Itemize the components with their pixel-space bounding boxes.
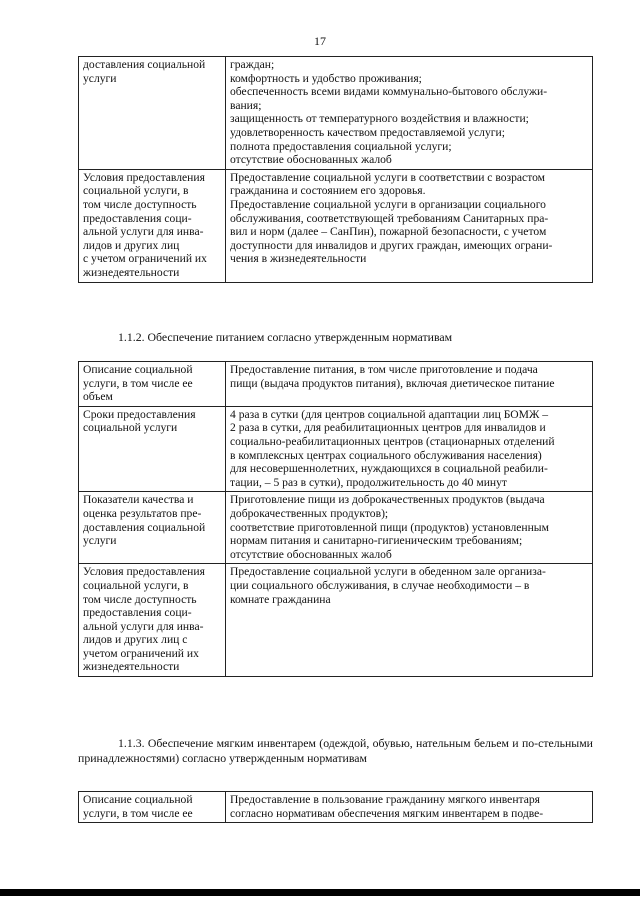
cell-line: социальной услуги, в: [83, 184, 189, 198]
table-2: [78, 361, 593, 677]
row-content-cell: [226, 406, 593, 492]
cell-line: объем: [83, 390, 113, 404]
cell-line: доставления социальной: [83, 520, 206, 534]
cell-line: предоставления соци-: [83, 606, 192, 620]
table-row: [79, 169, 593, 282]
section-heading-1-1-2: 1.1.2. Обеспечение питанием согласно утвержденным нормативам: [118, 330, 453, 344]
cell-line: оценка результатов пре-: [83, 506, 202, 520]
cell-line: Сроки предоставления: [83, 407, 196, 421]
row-label-cell: [79, 492, 226, 564]
cell-line: Предоставление питания, в том числе приготовление и подача: [230, 363, 538, 376]
cell-line: комфортность и удобство проживания;: [230, 71, 422, 85]
cell-line: услуги, в том числе ее: [83, 376, 193, 390]
table-1: [78, 56, 593, 283]
row-label-cell: [79, 169, 226, 282]
cell-line: Показатели качества и: [83, 493, 194, 507]
cell-line: лидов и других лиц с: [83, 633, 188, 647]
cell-line: Описание социальной: [83, 363, 193, 376]
row-content-cell: [226, 362, 593, 407]
row-content-cell: [226, 169, 593, 282]
table-row: [79, 362, 593, 407]
section-heading-1-1-3: 1.1.3. Обеспечение мягким инвентарем (одеждой, обувью, нательным бельем и по-стельными принадлежностями) согласно утвержденным нормативам: [78, 736, 593, 765]
cell-line: жизнедеятельности: [83, 660, 180, 674]
cell-line: предоставления соци-: [83, 211, 192, 225]
cell-line: пищи (выдача продуктов питания), включая диетическое питание: [230, 376, 555, 390]
cell-line: услуги, в том числе ее: [83, 806, 193, 820]
table-row: [79, 492, 593, 564]
cell-line: удовлетворенность качеством предоставляемой услуги;: [230, 125, 505, 139]
row-label-cell: [79, 792, 226, 823]
cell-line: лидов и других лиц: [83, 238, 180, 252]
row-label-cell: [79, 564, 226, 677]
cell-line: нормам питания и санитарно-гигиеническим требованиям;: [230, 534, 523, 548]
cell-line: Предоставление социальной услуги в обеденном зале организа-: [230, 565, 546, 579]
row-content-cell: [226, 492, 593, 564]
cell-line: соответствие приготовленной пищи (продуктов) установленным: [230, 520, 549, 534]
cell-line: отсутствие обоснованных жалоб: [230, 153, 392, 167]
table-row: [79, 792, 593, 823]
cell-line: обеспеченность всеми видами коммунально-бытового обслужи-: [230, 85, 548, 99]
cell-line: услуги: [83, 534, 117, 548]
cell-line: учетом ограничений их: [83, 646, 199, 660]
cell-line: отсутствие обоснованных жалоб: [230, 547, 392, 561]
cell-line: Приготовление пищи из доброкачественных продуктов (выдача: [230, 493, 545, 507]
cell-line: в комплексных центрах социального обслуживания населения): [230, 448, 542, 462]
cell-line: доступности для инвалидов и других граждан, имеющих ограни-: [230, 238, 553, 252]
cell-line: вания;: [230, 98, 262, 112]
cell-line: Предоставление социальной услуги в организации социального: [230, 197, 546, 211]
row-content-cell: [226, 792, 593, 823]
cell-line: с учетом ограничений их: [83, 252, 207, 266]
cell-line: 4 раза в сутки (для центров социальной адаптации лиц БОМЖ –: [230, 407, 549, 421]
cell-line: том числе доступность: [83, 592, 197, 606]
cell-line: доставления социальной: [83, 58, 206, 71]
cell-line: полнота предоставления социальной услуги;: [230, 139, 452, 153]
row-label-cell: [79, 362, 226, 407]
table-3: [78, 791, 593, 823]
cell-line: социальной услуги, в: [83, 578, 189, 592]
row-label-cell: [79, 406, 226, 492]
cell-line: защищенность от температурного воздействия и влажности;: [230, 112, 529, 126]
cell-line: услуги: [83, 71, 117, 85]
row-content-cell: [226, 57, 593, 170]
cell-line: Предоставление в пользование гражданину мягкого инвентаря: [230, 793, 541, 806]
cell-line: альной услуги для инва-: [83, 619, 204, 633]
cell-line: социальной услуги: [83, 421, 178, 435]
cell-line: альной услуги для инва-: [83, 225, 204, 239]
table-row: [79, 57, 593, 170]
cell-line: тации, – 5 раз в сутки), продолжительность до 40 минут: [230, 475, 507, 489]
cell-line: чения в жизнедеятельности: [230, 252, 367, 266]
row-content-cell: [226, 564, 593, 677]
page-number: 17: [314, 34, 326, 48]
cell-line: Описание социальной: [83, 793, 193, 806]
cell-line: Условия предоставления: [83, 170, 205, 184]
cell-line: Условия предоставления: [83, 565, 205, 579]
cell-line: согласно нормативам обеспечения мягким инвентарем в подве-: [230, 806, 544, 820]
cell-line: гражданина и состоянием его здоровья.: [230, 184, 426, 198]
cell-line: обслуживания, соответствующей требованиям Санитарных пра-: [230, 211, 549, 225]
cell-line: 2 раза в сутки, для реабилитационных центров для инвалидов и: [230, 421, 546, 435]
cell-line: для несовершеннолетних, нуждающихся в социальной реабили-: [230, 462, 548, 476]
cell-line: доброкачественных продуктов);: [230, 506, 389, 520]
cell-line: жизнедеятельности: [83, 265, 180, 279]
cell-line: том числе доступность: [83, 197, 197, 211]
bottom-bar: [0, 889, 640, 896]
cell-line: вил и норм (далее – СанПин), пожарной безопасности, с учетом: [230, 225, 547, 239]
row-label-cell: [79, 57, 226, 170]
cell-line: граждан;: [230, 58, 275, 71]
cell-line: социально-реабилитационных центров (стационарных отделений: [230, 434, 555, 448]
cell-line: ции социального обслуживания, в случае необходимости – в: [230, 578, 530, 592]
table-row: [79, 564, 593, 677]
cell-line: Предоставление социальной услуги в соответствии с возрастом: [230, 170, 546, 184]
cell-line: комнате гражданина: [230, 592, 331, 606]
table-row: [79, 406, 593, 492]
